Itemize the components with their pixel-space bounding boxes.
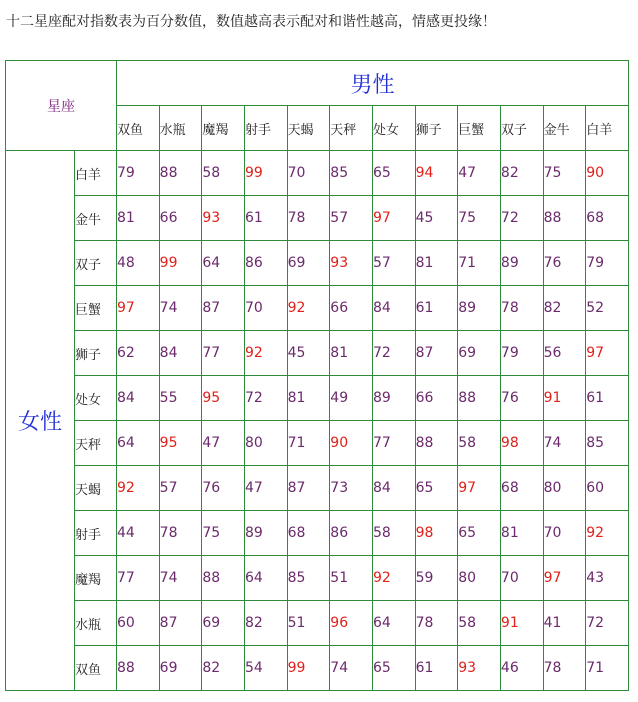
score-cell: 62: [117, 331, 160, 376]
score-cell: 60: [117, 601, 160, 646]
score-cell: 68: [287, 511, 330, 556]
score-cell: 82: [202, 646, 245, 691]
male-sign-header: 巨蟹: [458, 106, 501, 151]
score-cell: 86: [244, 241, 287, 286]
score-cell: 76: [202, 466, 245, 511]
score-cell: 78: [159, 511, 202, 556]
score-cell: 89: [458, 286, 501, 331]
score-cell: 89: [372, 376, 415, 421]
score-cell: 72: [500, 196, 543, 241]
score-cell: 81: [415, 241, 458, 286]
male-sign-header: 天蝎: [287, 106, 330, 151]
score-cell: 70: [543, 511, 586, 556]
female-sign-label: 处女: [75, 376, 117, 421]
score-cell: 97: [458, 466, 501, 511]
score-cell: 77: [202, 331, 245, 376]
score-cell: 80: [244, 421, 287, 466]
score-cell: 92: [586, 511, 629, 556]
score-cell: 82: [543, 286, 586, 331]
score-cell: 41: [543, 601, 586, 646]
score-cell: 64: [117, 421, 160, 466]
score-cell: 94: [415, 151, 458, 196]
score-cell: 93: [202, 196, 245, 241]
score-cell: 46: [500, 646, 543, 691]
score-cell: 92: [372, 556, 415, 601]
score-cell: 95: [159, 421, 202, 466]
score-cell: 48: [117, 241, 160, 286]
score-cell: 92: [117, 466, 160, 511]
male-sign-header: 双子: [500, 106, 543, 151]
score-cell: 82: [500, 151, 543, 196]
score-cell: 88: [458, 376, 501, 421]
score-cell: 88: [117, 646, 160, 691]
score-cell: 57: [372, 241, 415, 286]
score-cell: 91: [500, 601, 543, 646]
score-cell: 69: [458, 331, 501, 376]
table-body: [6, 151, 629, 691]
score-cell: 77: [117, 556, 160, 601]
score-cell: 61: [244, 196, 287, 241]
score-cell: 69: [202, 601, 245, 646]
score-cell: 65: [458, 511, 501, 556]
male-sign-header: 水瓶: [159, 106, 202, 151]
score-cell: 60: [586, 466, 629, 511]
score-cell: 61: [586, 376, 629, 421]
male-sign-header: 魔羯: [202, 106, 245, 151]
score-cell: 88: [159, 151, 202, 196]
score-cell: 65: [415, 466, 458, 511]
score-cell: 84: [159, 331, 202, 376]
score-cell: 64: [372, 601, 415, 646]
male-title-row: [6, 61, 629, 106]
score-cell: 55: [159, 376, 202, 421]
table-row: [6, 286, 629, 331]
table-row: [6, 421, 629, 466]
score-cell: 97: [117, 286, 160, 331]
score-cell: 87: [202, 286, 245, 331]
score-cell: 79: [500, 331, 543, 376]
score-cell: 78: [287, 196, 330, 241]
score-cell: 98: [500, 421, 543, 466]
score-cell: 88: [415, 421, 458, 466]
score-cell: 86: [330, 511, 373, 556]
score-cell: 75: [202, 511, 245, 556]
score-cell: 56: [543, 331, 586, 376]
score-cell: 74: [159, 286, 202, 331]
compatibility-table: [5, 60, 629, 691]
score-cell: 57: [159, 466, 202, 511]
table-row: [6, 151, 629, 196]
score-cell: 90: [330, 421, 373, 466]
score-cell: 95: [202, 376, 245, 421]
corner-label: 星座: [6, 61, 117, 151]
score-cell: 91: [543, 376, 586, 421]
score-cell: 85: [330, 151, 373, 196]
table-row: [6, 196, 629, 241]
male-sign-header: 处女: [372, 106, 415, 151]
score-cell: 90: [586, 151, 629, 196]
score-cell: 72: [372, 331, 415, 376]
score-cell: 84: [372, 466, 415, 511]
score-cell: 88: [202, 556, 245, 601]
score-cell: 45: [287, 331, 330, 376]
score-cell: 84: [117, 376, 160, 421]
score-cell: 89: [244, 511, 287, 556]
female-sign-label: 水瓶: [75, 601, 117, 646]
score-cell: 99: [159, 241, 202, 286]
score-cell: 74: [159, 556, 202, 601]
score-cell: 81: [500, 511, 543, 556]
score-cell: 80: [543, 466, 586, 511]
female-sign-label: 双鱼: [75, 646, 117, 691]
score-cell: 47: [244, 466, 287, 511]
female-sign-label: 双子: [75, 241, 117, 286]
score-cell: 68: [586, 196, 629, 241]
score-cell: 76: [500, 376, 543, 421]
score-cell: 70: [244, 286, 287, 331]
score-cell: 66: [159, 196, 202, 241]
male-sign-header: 白羊: [586, 106, 629, 151]
female-sign-label: 巨蟹: [75, 286, 117, 331]
score-cell: 65: [372, 646, 415, 691]
female-sign-label: 白羊: [75, 151, 117, 196]
score-cell: 66: [415, 376, 458, 421]
score-cell: 64: [202, 241, 245, 286]
score-cell: 97: [586, 331, 629, 376]
score-cell: 92: [287, 286, 330, 331]
score-cell: 68: [500, 466, 543, 511]
score-cell: 93: [458, 646, 501, 691]
score-cell: 43: [586, 556, 629, 601]
score-cell: 81: [287, 376, 330, 421]
female-sign-label: 狮子: [75, 331, 117, 376]
score-cell: 97: [543, 556, 586, 601]
score-cell: 81: [330, 331, 373, 376]
score-cell: 74: [330, 646, 373, 691]
score-cell: 70: [287, 151, 330, 196]
score-cell: 75: [458, 196, 501, 241]
score-cell: 99: [244, 151, 287, 196]
score-cell: 87: [287, 466, 330, 511]
table-row: [6, 376, 629, 421]
score-cell: 99: [287, 646, 330, 691]
table-row: [6, 646, 629, 691]
score-cell: 58: [458, 421, 501, 466]
female-title: 女性: [6, 151, 75, 691]
male-sign-header: 金牛: [543, 106, 586, 151]
score-cell: 97: [372, 196, 415, 241]
score-cell: 82: [244, 601, 287, 646]
score-cell: 88: [543, 196, 586, 241]
score-cell: 51: [287, 601, 330, 646]
score-cell: 72: [586, 601, 629, 646]
score-cell: 81: [117, 196, 160, 241]
score-cell: 89: [500, 241, 543, 286]
female-sign-label: 天秤: [75, 421, 117, 466]
score-cell: 96: [330, 601, 373, 646]
score-cell: 93: [330, 241, 373, 286]
score-cell: 85: [287, 556, 330, 601]
score-cell: 71: [458, 241, 501, 286]
score-cell: 47: [458, 151, 501, 196]
male-sign-header: 射手: [244, 106, 287, 151]
male-sign-header: 双鱼: [117, 106, 160, 151]
male-sign-header: 天秤: [330, 106, 373, 151]
score-cell: 72: [244, 376, 287, 421]
score-cell: 52: [586, 286, 629, 331]
score-cell: 74: [543, 421, 586, 466]
score-cell: 71: [586, 646, 629, 691]
score-cell: 66: [330, 286, 373, 331]
table-row: [6, 466, 629, 511]
score-cell: 69: [159, 646, 202, 691]
male-title: 男性: [117, 61, 629, 106]
score-cell: 64: [244, 556, 287, 601]
score-cell: 84: [372, 286, 415, 331]
score-cell: 61: [415, 646, 458, 691]
score-cell: 76: [543, 241, 586, 286]
female-sign-label: 魔羯: [75, 556, 117, 601]
score-cell: 49: [330, 376, 373, 421]
score-cell: 65: [372, 151, 415, 196]
table-row: [6, 511, 629, 556]
score-cell: 92: [244, 331, 287, 376]
score-cell: 54: [244, 646, 287, 691]
score-cell: 80: [458, 556, 501, 601]
score-cell: 47: [202, 421, 245, 466]
score-cell: 85: [586, 421, 629, 466]
score-cell: 61: [415, 286, 458, 331]
score-cell: 51: [330, 556, 373, 601]
table-row: [6, 331, 629, 376]
score-cell: 78: [543, 646, 586, 691]
score-cell: 75: [543, 151, 586, 196]
score-cell: 79: [586, 241, 629, 286]
score-cell: 73: [330, 466, 373, 511]
score-cell: 70: [500, 556, 543, 601]
table-row: [6, 556, 629, 601]
score-cell: 87: [415, 331, 458, 376]
score-cell: 57: [330, 196, 373, 241]
score-cell: 58: [202, 151, 245, 196]
male-sign-header: 狮子: [415, 106, 458, 151]
table-row: [6, 601, 629, 646]
score-cell: 58: [458, 601, 501, 646]
score-cell: 79: [117, 151, 160, 196]
female-sign-label: 天蝎: [75, 466, 117, 511]
table-row: [6, 241, 629, 286]
score-cell: 69: [287, 241, 330, 286]
score-cell: 98: [415, 511, 458, 556]
score-cell: 59: [415, 556, 458, 601]
score-cell: 58: [372, 511, 415, 556]
score-cell: 44: [117, 511, 160, 556]
score-cell: 71: [287, 421, 330, 466]
intro-text: 十二星座配对指数表为百分数值，数值越高表示配对和谐性越高，情感更投缘！: [6, 14, 496, 30]
score-cell: 45: [415, 196, 458, 241]
score-cell: 78: [415, 601, 458, 646]
female-sign-label: 金牛: [75, 196, 117, 241]
score-cell: 78: [500, 286, 543, 331]
female-sign-label: 射手: [75, 511, 117, 556]
score-cell: 77: [372, 421, 415, 466]
score-cell: 87: [159, 601, 202, 646]
